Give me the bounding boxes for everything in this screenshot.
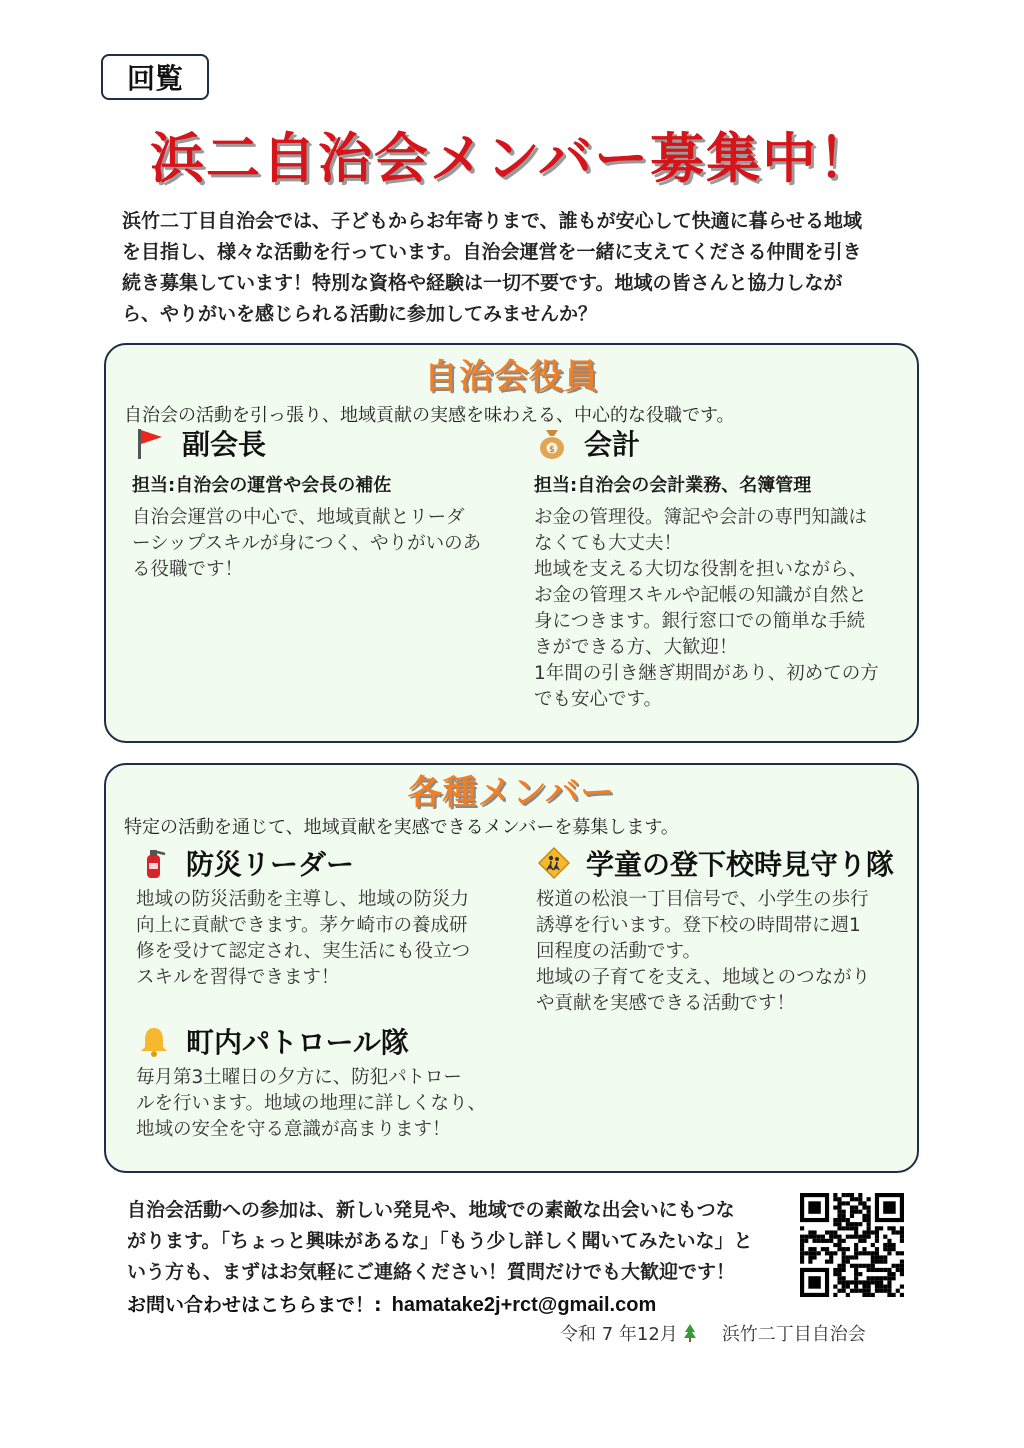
role-description [536, 887, 916, 1017]
members-description: 特定の活動を通じて、地域貢献を実感できるメンバーを募集します。 [124, 817, 679, 838]
role-description-line: お金の管理スキルや記帳の知識が自然と [534, 585, 867, 606]
closing-line: がります。「ちょっと興味があるな」「もう少し詳しく聞いてみたいな」と [127, 1230, 753, 1252]
role-description-line: 地域を支える大切な役割を担いながら、 [534, 559, 868, 580]
role-description [136, 1065, 511, 1143]
bell-icon [136, 1023, 172, 1059]
qr-code[interactable] [800, 1193, 904, 1297]
intro-line: 続き募集しています！特別な資格や経験は一切不要です。地域の皆さんと協力しなが [122, 272, 843, 294]
role-disaster-leader [136, 845, 511, 991]
footer-date: 令和 7 年12月 [560, 1324, 678, 1345]
closing-text [127, 1195, 777, 1288]
role-patrol [136, 1023, 511, 1143]
intro-line: ら、やりがいを感じられる活動に参加してみませんか？ [122, 303, 598, 325]
closing-line: 自治会活動への参加は、新しい発見や、地域での素敵な出会いにもつな [127, 1199, 735, 1221]
role-description-line: スキルを習得できます！ [136, 967, 340, 988]
role-description-line: や貢献を実感できる活動です！ [536, 993, 796, 1014]
role-description-line: 身につきます。銀行窓口での簡単な手続 [534, 611, 866, 632]
role-description-line: 向上に貢献できます。茅ケ崎市の養成研 [136, 915, 468, 936]
role-description-line: 地域の子育てを支え、地域とのつながり [536, 967, 871, 988]
members-section [104, 763, 919, 1173]
role-title: 副会長 [182, 428, 267, 461]
fire-extinguisher-icon [136, 845, 172, 881]
role-title: 会計 [584, 428, 641, 461]
role-description-line: 修を受けて認定され、実生活にも役立つ [136, 941, 471, 962]
officers-title: 自治会役員 [424, 357, 599, 397]
money-bag-icon [534, 425, 570, 461]
role-description-line: る役職です！ [132, 559, 244, 580]
page-title: 浜二自治会メンバー募集中！ [149, 127, 875, 190]
role-description-line: なくても大丈夫！ [534, 533, 683, 554]
red-flag-icon [132, 425, 168, 461]
role-description-line: 地域の安全を守る意識が高まります！ [136, 1119, 451, 1140]
officers-description: 自治会の活動を引っ張り、地域貢献の実感を味わえる、中心的な役職です。 [124, 405, 735, 426]
footer [560, 1320, 866, 1346]
footer-organization: 浜竹二丁目自治会 [721, 1324, 866, 1345]
role-description-line: きができる方、大歓迎！ [534, 637, 738, 658]
closing-line: いう方も、まずはお気軽にご連絡ください！質問だけでも大歓迎です！ [127, 1261, 736, 1283]
role-treasurer [534, 425, 909, 713]
role-description-line: 回程度の活動です。 [536, 941, 702, 962]
role-description [132, 505, 507, 583]
role-description [534, 505, 909, 713]
role-description-line: でも安心です。 [534, 689, 663, 710]
role-vice-president [132, 425, 507, 583]
svg-text:$: $ [549, 445, 555, 455]
role-description-line: 毎月第3土曜日の夕方に、防犯パトロー [136, 1067, 462, 1088]
role-subtitle: 担当:自治会の会計業務、名簿管理 [534, 475, 812, 496]
intro-line: 浜竹二丁目自治会では、子どもからお年寄りまで、誰もが安心して快適に暮らせる地域 [122, 210, 863, 232]
role-description-line: お金の管理役。簿記や会計の専門知識は [534, 507, 868, 528]
role-description-line: ーシップスキルが身につく、やりがいのあ [132, 533, 482, 554]
contact-label: お問い合わせはこちらまで！: [127, 1294, 382, 1316]
role-title: 町内パトロール隊 [186, 1026, 409, 1059]
role-description [136, 887, 511, 991]
officers-section [104, 343, 919, 743]
intro-text [122, 206, 902, 330]
contact-line [127, 1290, 656, 1317]
intro-line: を目指し、様々な活動を行っています。自治会運営を一緒に支えてくださる仲間を引き [122, 241, 862, 263]
role-description-line: 地域の防災活動を主導し、地域の防災力 [136, 889, 470, 910]
role-title: 学童の登下校時見守り隊 [586, 848, 895, 881]
role-description-line: ルを行います。地域の地理に詳しくなり、 [136, 1093, 487, 1114]
role-subtitle: 担当:自治会の運営や会長の補佐 [132, 475, 392, 496]
circulation-label: 回覧 [126, 62, 183, 95]
role-title: 防災リーダー [186, 848, 355, 881]
role-description-line: 誘導を行います。登下校の時間帯に週1 [536, 915, 861, 936]
christmas-tree-icon [682, 1323, 698, 1343]
role-description-line: 自治会運営の中心で、地域貢献とリーダ [132, 507, 465, 528]
role-crossing-guard [536, 845, 916, 1017]
role-description-line: 桜道の松浪一丁目信号で、小学生の歩行 [536, 889, 869, 910]
members-title: 各種メンバー [407, 773, 616, 813]
contact-email-link[interactable]: hamatake2j+rct@gmail.com [391, 1294, 657, 1316]
role-description-line: 1年間の引き継ぎ期間があり、初めての方 [534, 663, 879, 684]
circulation-badge [101, 54, 209, 100]
school-crossing-icon [536, 845, 572, 881]
